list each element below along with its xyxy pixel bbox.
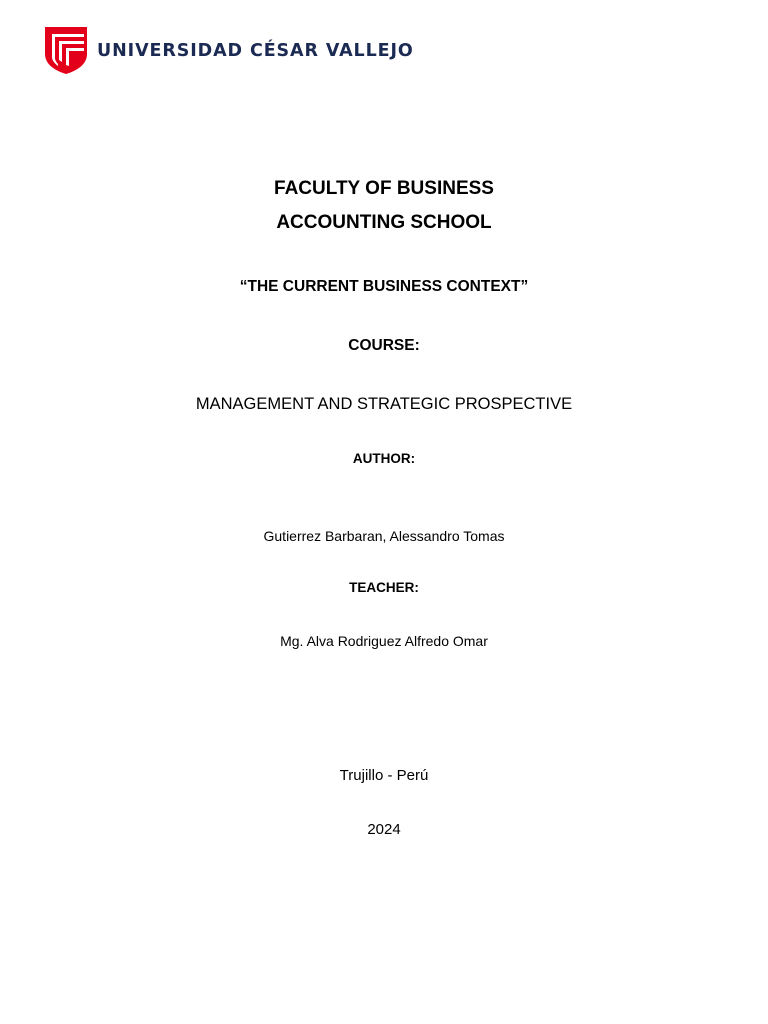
ucv-shield-logo-icon [43,24,89,76]
faculty-heading: FACULTY OF BUSINESS [274,178,494,199]
university-logo [43,24,414,76]
author-label: AUTHOR: [352,451,416,466]
school-heading: ACCOUNTING SCHOOL [276,212,492,233]
course-name: MANAGEMENT AND STRATEGIC PROSPECTIVE [195,395,573,413]
location-text: Trujillo - Perú [339,767,429,784]
teacher-name: Mg. Alva Rodriguez Alfredo Omar [280,633,488,649]
year-text: 2024 [367,821,401,838]
teacher-label: TEACHER: [349,580,419,595]
university-name: UNIVERSIDAD CÉSAR VALLEJO [97,41,414,61]
author-name: Gutierrez Barbaran, Alessandro Tomas [263,528,505,544]
document-title: “THE CURRENT BUSINESS CONTEXT” [239,278,529,295]
course-label: COURSE: [348,337,420,354]
